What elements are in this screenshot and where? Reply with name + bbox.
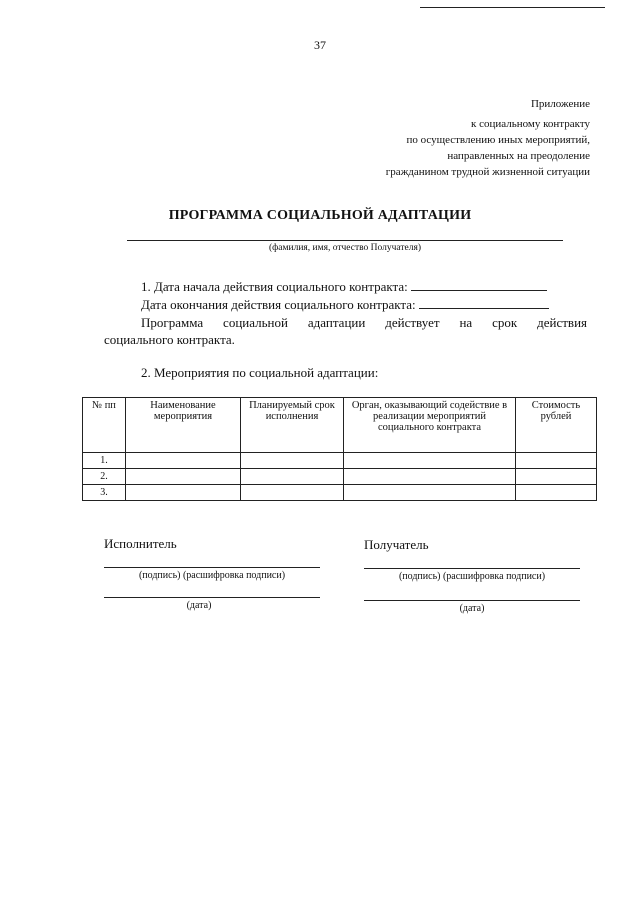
executor-date-caption: (дата) <box>186 600 212 611</box>
cost-cell[interactable] <box>516 485 597 501</box>
start-date-row <box>141 278 547 295</box>
end-date-row <box>141 296 549 313</box>
executor-label: Исполнитель <box>104 536 177 551</box>
recipient-name-line[interactable] <box>127 240 563 241</box>
end-date-field[interactable] <box>419 296 549 309</box>
appendix-title: Приложение <box>530 98 590 110</box>
planned-term-cell[interactable] <box>241 469 344 485</box>
activity-name-cell[interactable] <box>126 485 241 501</box>
executor-sign-caption: (подпись) (расшифровка подписи) <box>138 570 286 581</box>
page-number: 37 <box>314 38 326 52</box>
table-header-row <box>83 398 597 453</box>
col-header-assisting-body: Орган, оказывающий содействие в реализации мероприятий социального контракта <box>344 398 516 453</box>
col-header-activity-name: Наименование мероприятия <box>126 398 241 453</box>
recipient-label: Получатель <box>364 537 429 552</box>
appendix-line: гражданином трудной жизненной ситуации <box>385 166 590 178</box>
executor-date-line[interactable] <box>104 597 320 598</box>
row-number-cell: 2. <box>83 469 126 485</box>
col-header-cost: Стоимость рублей <box>516 398 597 453</box>
recipient-sign-line[interactable] <box>364 568 580 569</box>
assisting-body-cell[interactable] <box>344 453 516 469</box>
activity-name-cell[interactable] <box>126 469 241 485</box>
document-title: ПРОГРАММА СОЦИАЛЬНОЙ АДАПТАЦИИ <box>168 208 472 223</box>
validity-text-line2: социального контракта. <box>104 332 235 347</box>
validity-text-line1 <box>104 314 587 332</box>
table-row <box>83 469 597 485</box>
end-date-label: Дата окончания действия социального контракта: <box>141 297 416 312</box>
table-row <box>83 453 597 469</box>
validity-text: Программа социальной адаптации действует на срок действия <box>141 315 587 330</box>
row-number-cell: 1. <box>83 453 126 469</box>
planned-term-cell[interactable] <box>241 453 344 469</box>
recipient-sign-caption: (подпись) (расшифровка подписи) <box>398 571 546 582</box>
planned-term-cell[interactable] <box>241 485 344 501</box>
assisting-body-cell[interactable] <box>344 469 516 485</box>
executor-sign-line[interactable] <box>104 567 320 568</box>
appendix-line: направленных на преодоление <box>447 150 590 162</box>
section2-heading: 2. Мероприятия по социальной адаптации: <box>141 365 379 380</box>
start-date-field[interactable] <box>411 278 547 291</box>
cost-cell[interactable] <box>516 453 597 469</box>
activities-table <box>82 397 597 501</box>
recipient-name-caption: (фамилия, имя, отчество Получателя) <box>268 243 422 253</box>
recipient-date-caption: (дата) <box>459 603 485 614</box>
appendix-line: к социальному контракту <box>471 118 590 130</box>
appendix-line: по осуществлению иных мероприятий, <box>406 134 590 146</box>
assisting-body-cell[interactable] <box>344 485 516 501</box>
col-header-number: № пп <box>83 398 126 453</box>
table-row <box>83 485 597 501</box>
start-date-label: 1. Дата начала действия социального контракта: <box>141 279 408 294</box>
col-header-planned-term: Планируемый срок исполнения <box>241 398 344 453</box>
cost-cell[interactable] <box>516 469 597 485</box>
row-number-cell: 3. <box>83 485 126 501</box>
appendix-block <box>386 96 590 180</box>
recipient-date-line[interactable] <box>364 600 580 601</box>
top-rule <box>420 7 605 8</box>
activity-name-cell[interactable] <box>126 453 241 469</box>
